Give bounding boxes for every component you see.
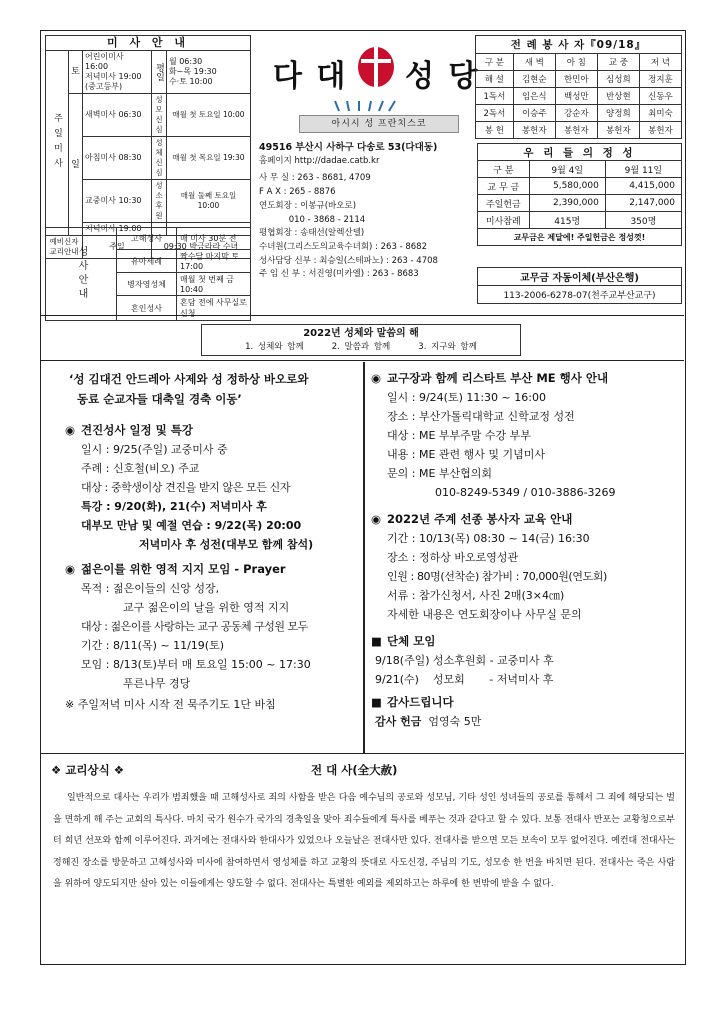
sunday-mass-0: 새벽미사 06:30	[83, 94, 152, 137]
confirmation-row: 일시 : 9/25(주일) 교중미사 중	[81, 443, 228, 456]
servers-header: 저 녁	[639, 54, 681, 71]
group-row: 9/21(수) 성모회 - 저녁미사 후	[375, 673, 554, 686]
devotion-note-2: 매월 둘째 토요일 10:00	[166, 180, 250, 223]
offerings-row: 주일헌금 2,390,000 2,147,000	[478, 195, 682, 212]
sacrament-desc-0: 매 미사 30분 전	[177, 228, 251, 250]
left-column	[65, 369, 361, 714]
offerings-row: 미사참례 415명 350명	[478, 212, 682, 229]
sunday-mass-label: 주일미사	[46, 51, 69, 236]
prayer-row: 기간 : 8/11(목) ~ 11/19(토)	[81, 639, 224, 652]
servers-header: 교 중	[597, 54, 639, 71]
servers-header: 아 침	[555, 54, 597, 71]
servers-row: 해 설 김현순 한민아 심성희 정지훈	[476, 71, 682, 88]
square-bullet-icon: ■	[371, 695, 382, 709]
year-theme-banner	[41, 315, 684, 361]
patron-saint: 아시시 성 프란치스코	[299, 115, 459, 133]
contact-0: 사 무 실 : 263 - 8681, 4709	[259, 173, 371, 184]
parish-logo	[273, 43, 481, 101]
catechumen-day: 주일	[83, 236, 152, 259]
catechumen-label: 예비신자 교리안내	[46, 236, 83, 259]
sacrament-table	[45, 227, 251, 321]
me-row: 내용 : ME 관련 행사 및 기념미사	[387, 448, 546, 461]
prayer-row: 목적 : 젊은이들의 신앙 성장,	[81, 582, 220, 595]
confirmation-row: 저녁미사 후 성전(대부모 함께 참석)	[139, 538, 314, 551]
sacrament-desc-2: 매월 첫 번째 금 10:40	[177, 273, 251, 296]
bulletin-page	[40, 30, 686, 965]
catechumen-time: 09:30 박금라라 수녀	[151, 236, 250, 259]
doctrine-section	[41, 753, 684, 963]
me-row: 문의 : ME 부산협의회	[387, 467, 493, 480]
devotion-note-1: 매월 첫 목요일 19:30	[166, 137, 250, 180]
bank-title: 교무금 자동이체(부산은행)	[478, 268, 682, 286]
sacrament-name-2: 병자영성체	[117, 273, 177, 296]
servers-header: 구 분	[476, 54, 514, 71]
volunteer-education-title: ◉ 2022년 주계 선종 봉사자 교육 안내	[371, 510, 681, 529]
contact-1: F A X : 265 - 8876	[259, 187, 336, 198]
me-row: 일시 : 9/24(토) 11:30 ~ 16:00	[387, 391, 546, 404]
bank-account: 113-2006-6278-07(천주교부산교구)	[478, 286, 682, 304]
sacrament-name-1: 유아세례	[117, 250, 177, 273]
prayer-meeting-title: ◉ 젊은이를 위한 영적 지지 모임 - Prayer	[65, 560, 361, 579]
right-column	[371, 369, 681, 731]
sacrament-label: 성사안내	[46, 228, 117, 321]
me-row: 장소 : 부산가톨릭대학교 신학교정 성전	[387, 410, 575, 423]
confirmation-row: 대부모 만남 및 예절 연습 : 9/22(목) 20:00	[81, 519, 302, 532]
me-contact-phones: 010-8249-5349 / 010-3886-3269	[435, 486, 616, 499]
parish-name-right: 성 당	[405, 59, 480, 94]
thanks-title: ■ 감사드립니다	[371, 693, 681, 712]
servers-row: 봉 헌 봉헌자 봉헌자 봉헌자 봉헌자	[476, 122, 682, 139]
saturday-label: 토	[69, 51, 83, 94]
circle-bullet-icon: ◉	[65, 423, 76, 437]
year-theme-items: 1. 성체와 함께 2. 말씀과 함께 3. 지구와 함께	[245, 342, 477, 352]
servers-title: 전 례 봉 사 자『09/18』	[476, 36, 682, 54]
education-row: 장소 : 정하상 바오로영성관	[387, 551, 519, 564]
sunday-mass-1: 아침미사 08:30	[83, 137, 152, 180]
education-row: 자세한 내용은 연도회장이나 사무실 문의	[387, 608, 582, 621]
confirmation-title: ◉ 견진성사 일정 및 특강	[65, 421, 361, 440]
contact-2: 연도회장 : 이봉규(바오로)	[259, 200, 357, 211]
bank-transfer-table	[477, 267, 682, 304]
me-event-title: ◉ 교구장과 함께 리스타트 부산 ME 행사 안내	[371, 369, 681, 388]
cross-logo-icon	[349, 43, 403, 97]
rosary-footnote: ※ 주일저녁 미사 시작 전 묵주기도 1단 바침	[65, 698, 276, 711]
contact-5: 수녀원(그리스도의교육수녀회) : 263 - 8682	[259, 241, 427, 252]
confirmation-row: 주례 : 신호철(비오) 주교	[81, 462, 200, 475]
me-row: 대상 : ME 부부주말 수강 부부	[387, 429, 531, 442]
circle-bullet-icon: ◉	[65, 562, 76, 576]
sacrament-desc-3: 혼담 전에 사무실로 신청	[177, 296, 251, 321]
offerings-header: 9월 4일	[529, 161, 605, 178]
devotion-note-0: 매월 첫 토요일 10:00	[166, 94, 250, 137]
group-meeting-title: ■ 단체 모임	[371, 632, 681, 651]
offerings-note: 교무금은 제달에! 주일헌금은 정성껏!	[478, 229, 682, 246]
address: 49516 부산시 사하구 다송로 53(다대동)	[259, 142, 438, 153]
devotion-tag-2: 성소후원	[151, 180, 166, 223]
saturday-evening-masses: 어린이미사 16:00 저녁미사 19:00 (중고등부)	[83, 51, 152, 94]
sacrament-name-3: 혼인성사	[117, 296, 177, 321]
prayer-row: 대상 : 젊은이를 사랑하는 교구 공동체 구성원 모두	[81, 620, 308, 633]
group-row: 9/18(주일) 성소후원회 - 교중미사 후	[375, 654, 554, 667]
parish-contact-info	[259, 141, 499, 282]
sacrament-name-0: 고해성사	[117, 228, 177, 250]
education-row: 서류 : 참가신청서, 사진 2매(3×4㎝)	[387, 589, 565, 602]
confirmation-row: 대상 : 중학생이상 견진을 받지 않은 모든 신자	[81, 481, 291, 494]
sacrament-desc-1: 짝수달 마지막 토 17:00	[177, 250, 251, 273]
year-theme-title: 2022년 성체와 말씀의 해	[303, 328, 419, 339]
sunday-label: 일	[69, 94, 83, 236]
doctrine-text: 일반적으로 대사는 우리가 범죄했을 때 고해성사로 죄의 사함을 받은 다음 예수님의 공로와 성모님, 기타 성인 성녀들의 공로를 통해서 그 죄에 해당되는 벌을 면하게 해 주는 교회의 특사다. 마치 국가 원수가 국가의 경축일을 맞아 죄수들에게 특사를 베푸는 것과 같다고 할 수 있다. 보통 전대사 반포는 교황청으로부터 희년 선포와 함께 이루어진다. 과거에는 전대사와 한대사가 있었으나 오늘날은 전대사만 있다. 전대사를 받으면 모든 보속이 모두 없어진다. 예컨대 전대사는 정해진 장소를 방문하고 고해성사와 미사에 참여하면서 영성체를 하고 교황의 뜻대로 사도신경, 주님의 기도, 성모송 한 번을 바치면 된다. 전대사는 죽은 사람을 위하여 양도되지만 살아 있는 이들에게는 양도할 수 없다. 전대사는 특별한 예외를 제외하고는 하루에 한 번밖에 받을 수 없다.	[53, 793, 675, 889]
offerings-row: 교 무 금 5,580,000 4,415,000	[478, 178, 682, 195]
servers-row: 2독서 이승주 강순자 양정희 최미숙	[476, 105, 682, 122]
column-divider	[363, 362, 365, 753]
mass-schedule-table	[45, 35, 251, 259]
weekday-label: 평일	[151, 51, 166, 94]
prayer-row: 교구 젊은이의 날을 위한 영적 지지	[123, 601, 290, 614]
thanks-row: 감사 헌금 엄영숙 5만	[375, 715, 482, 728]
offerings-table	[477, 143, 682, 246]
prayer-row: 푸른나무 경당	[123, 677, 191, 690]
logo-rays-icon	[325, 99, 425, 113]
parish-name-left: 다 대	[273, 59, 348, 94]
circle-bullet-icon: ◉	[371, 512, 382, 526]
servers-header: 새 벽	[513, 54, 555, 71]
doctrine-heading: ❖ 교리상식 ❖	[51, 763, 125, 777]
feast-notice: ‘성 김대건 안드레아 사제와 성 정하상 바오로와 동료 순교자들 대축일 경축 이동’	[69, 372, 309, 406]
contact-7: 주 임 신 부 : 서진영(미카엘) : 263 - 8683	[259, 269, 419, 280]
square-bullet-icon: ■	[371, 634, 382, 648]
education-row: 기간 : 10/13(목) 08:30 ~ 14(금) 16:30	[387, 532, 590, 545]
homepage[interactable]: 홈페이지 http://dadae.catb.kr	[259, 155, 380, 166]
prayer-row: 모임 : 8/13(토)부터 매 토요일 15:00 ~ 17:30	[81, 658, 311, 671]
devotion-tag-0: 성모신심	[151, 94, 166, 137]
contact-6: 성사담당 신부 : 최승일(스테파노) : 263 - 4708	[259, 255, 438, 266]
mass-schedule-title: 미 사 안 내	[46, 36, 251, 51]
weekday-masses: 월 06:30 화~목 19:30 수·토 10:00	[166, 51, 250, 94]
circle-bullet-icon: ◉	[371, 371, 382, 385]
confirmation-row: 특강 : 9/20(화), 21(수) 저녁미사 후	[81, 500, 267, 513]
offerings-title: 우 리 들 의 정 성	[478, 144, 682, 161]
doctrine-title: 전 대 사(全大赦)	[311, 763, 398, 777]
devotion-tag-1: 성체신심	[151, 137, 166, 180]
contact-4: 평협회장 : 송태선(알렉산델)	[259, 228, 365, 239]
sunday-mass-3: 저녁미사 19:00	[83, 223, 152, 236]
offerings-header: 구 분	[478, 161, 530, 178]
servers-row: 1독서 임은식 백성만 반상현 신동우	[476, 88, 682, 105]
education-row: 인원 : 80명(선착순) 참가비 : 70,000원(연도회)	[387, 570, 607, 583]
liturgy-servers-table	[475, 35, 682, 139]
sunday-mass-2: 교중미사 10:30	[83, 180, 152, 223]
offerings-header: 9월 11일	[605, 161, 681, 178]
contact-3: 010 - 3868 - 2114	[259, 214, 366, 225]
